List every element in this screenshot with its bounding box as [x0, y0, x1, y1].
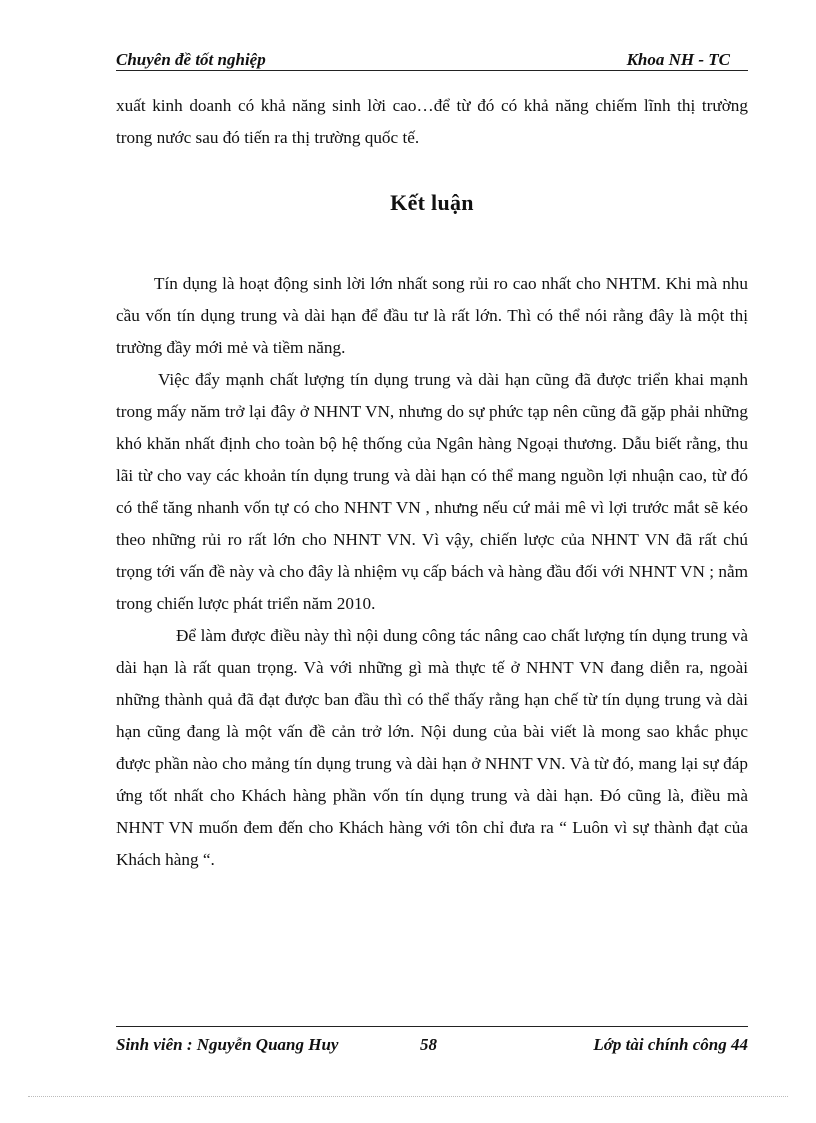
conclusion-paragraph-1: Tín dụng là hoạt động sinh lời lớn nhất song rủi ro cao nhất cho NHTM. Khi mà nhu cầu vốn tín dụng trung và dài hạn để đầu tư là rất lớn. Thì có thể nói rằng đây là một thị trường đầy mới mẻ và tiềm năng. — [116, 274, 748, 357]
page-bottom-divider — [28, 1096, 788, 1097]
footer-page-number: 58 — [420, 1035, 437, 1054]
page-header — [116, 48, 748, 71]
intro-continuation — [116, 90, 748, 154]
page-footer — [116, 1026, 748, 1057]
footer-class: Lớp tài chính công 44 — [593, 1035, 748, 1054]
conclusion-paragraph-2: Việc đẩy mạnh chất lượng tín dụng trung và dài hạn cũng đã được triển khai mạnh trong mấy năm trở lại đây ở NHNT VN, nhưng do sự phức tạp nên cũng đã gặp phải những khó khăn nhất định cho toàn bộ hệ thống của Ngân hàng Ngoại thương. Dẫu biết rằng, thu lãi từ cho vay các khoản tín dụng trung và dài hạn có thể mang nguồn lợi nhuận cao, từ đó có thể tăng nhanh vốn tự có cho NHNT VN , nhưng nếu cứ mải mê vì lợi trước mắt sẽ kéo theo những rủi ro rất lớn cho NHNT VN. Vì vậy, chiến lược của NHNT VN đã rất chú trọng tới vấn đề này và cho đây là nhiệm vụ cấp bách và hàng đầu đối với NHNT VN ; nằm trong chiến lược phát triển năm 2010. — [116, 370, 748, 613]
conclusion-body — [116, 268, 748, 876]
conclusion-paragraph-3: Để làm được điều này thì nội dung công tác nâng cao chất lượng tín dụng trung và dài hạn là rất quan trọng. Và với những gì mà thực tế ở NHNT VN đang diễn ra, ngoài những thành quả đã đạt được ban đầu thì có thể thấy rằng hạn chế từ tín dụng trung và dài hạn cũng đang là một vấn đề cản trở lớn. Nội dung của bài viết là mong sao khắc phục được phần nào cho mảng tín dụng trung và dài hạn ở NHNT VN. Và từ đó, mang lại sự đáp ứng tốt nhất cho Khách hàng phần vốn tín dụng trung và dài hạn. Đó cũng là, điều mà NHNT VN muốn đem đến cho Khách hàng với tôn chỉ đưa ra “ Luôn vì sự thành đạt của Khách hàng “. — [116, 626, 748, 869]
intro-paragraph: xuất kinh doanh có khả năng sinh lời cao…để từ đó có khả năng chiếm lĩnh thị trường trong nước sau đó tiến ra thị trường quốc tế. — [116, 96, 748, 147]
footer-student: Sinh viên : Nguyễn Quang Huy — [116, 1035, 339, 1054]
header-topic: Chuyên đề tốt nghiệp — [116, 50, 266, 69]
header-faculty: Khoa NH - TC — [626, 50, 730, 69]
section-title: Kết luận — [390, 190, 474, 215]
